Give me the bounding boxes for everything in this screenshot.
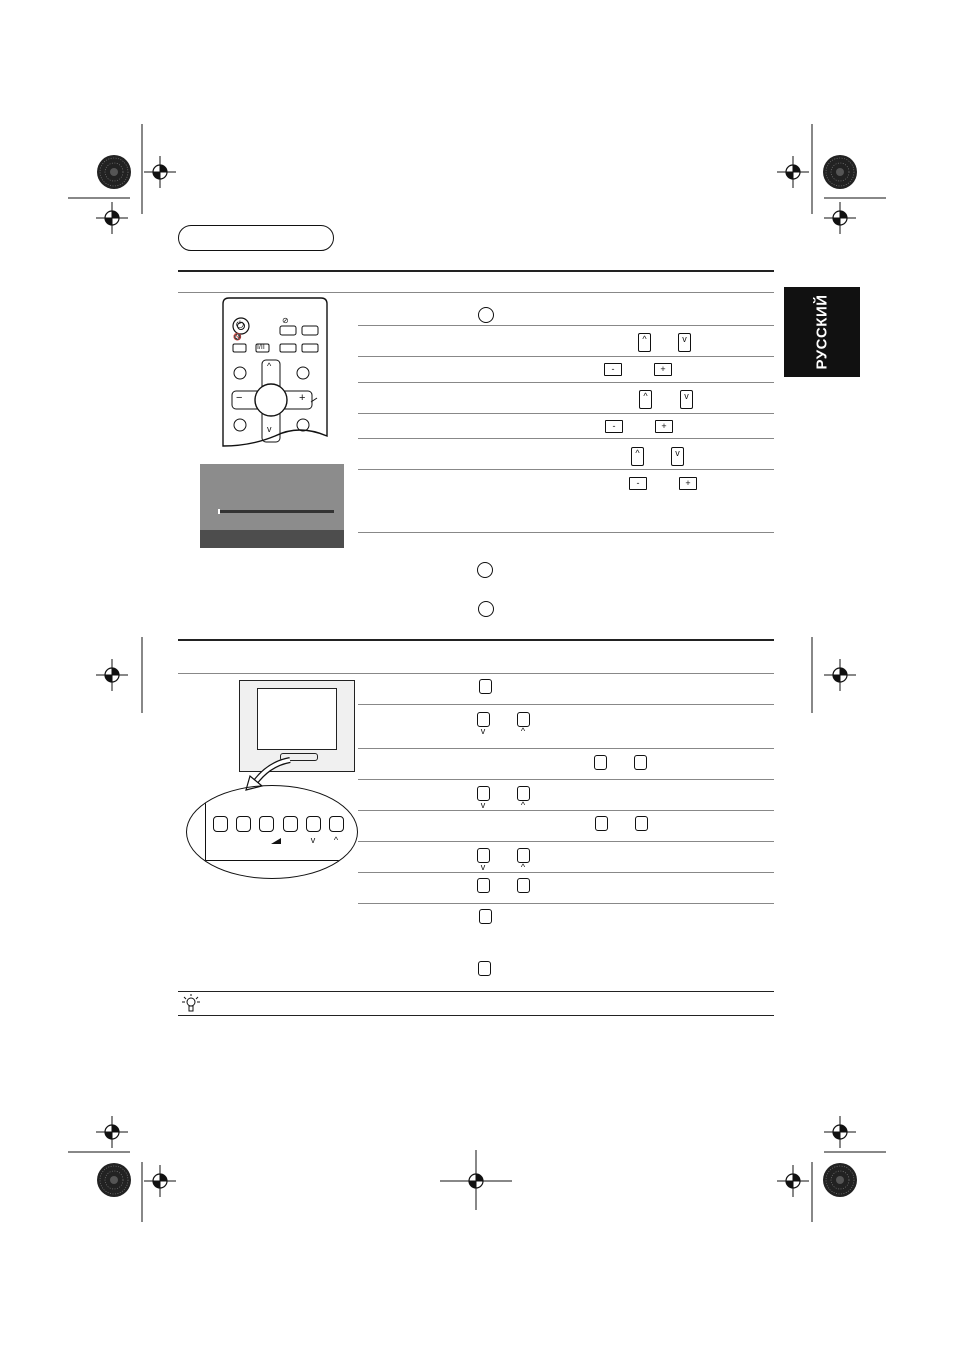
remote-control-illustration (219, 296, 331, 448)
panel-button (236, 816, 251, 832)
front-panel-bottom-edge (205, 860, 355, 861)
row-divider (358, 779, 774, 780)
minus-button-icon: - (629, 477, 647, 490)
panel-button-icon (477, 712, 490, 727)
down-caret: v (480, 726, 486, 736)
row-divider (358, 325, 774, 326)
section1-sub-rule (178, 292, 774, 293)
row-divider (358, 810, 774, 811)
registration-mark-icon (824, 1116, 856, 1148)
panel-button-icon (517, 786, 530, 801)
panel-button-icon (595, 816, 608, 831)
down-caret: v (480, 862, 486, 872)
registration-mark-icon (96, 202, 128, 234)
panel-button (259, 816, 274, 832)
section1-top-rule (178, 270, 774, 272)
registration-mark-icon (144, 1165, 176, 1197)
down-button-icon: v (671, 447, 684, 466)
registration-mark-icon (96, 1116, 128, 1148)
row-divider (358, 438, 774, 439)
plus-button-icon: + (679, 477, 697, 490)
osd-footer (200, 530, 344, 548)
panel-up-symbol: ^ (333, 835, 339, 845)
up-caret: ^ (520, 800, 526, 810)
row-divider (358, 356, 774, 357)
registration-mark-icon (777, 156, 809, 188)
panel-down-symbol: v (310, 835, 316, 845)
down-button-icon: v (678, 333, 691, 352)
registration-mark-icon (824, 202, 856, 234)
panel-button-icon (478, 961, 491, 976)
front-panel-zoom (186, 785, 358, 879)
row-divider (358, 748, 774, 749)
panel-button-icon (477, 878, 490, 893)
row-divider (358, 903, 774, 904)
up-button-icon: ^ (639, 390, 652, 409)
plus-button-icon: + (654, 363, 672, 376)
panel-button-icon (477, 786, 490, 801)
row-divider (358, 382, 774, 383)
remote-mute-symbol: 🔇 (233, 334, 242, 341)
down-caret: v (480, 800, 486, 810)
panel-button (329, 816, 344, 832)
up-button-icon: ^ (631, 447, 644, 466)
registration-mark-icon (777, 1165, 809, 1197)
panel-button-icon (477, 848, 490, 863)
remote-down-symbol: v (267, 424, 272, 434)
remote-plus-symbol: + (299, 392, 306, 404)
panel-button-icon (517, 878, 530, 893)
remote-up-symbol: ^ (267, 361, 272, 371)
starburst-icon (97, 155, 131, 189)
registration-mark-icon (460, 1165, 492, 1197)
minus-button-icon: - (605, 420, 623, 433)
registration-mark-icon (144, 156, 176, 188)
panel-button-icon (479, 679, 492, 694)
up-button-icon: ^ (638, 333, 651, 352)
round-button-icon (478, 601, 494, 617)
panel-button (283, 816, 298, 832)
remote-power-symbol: ⏻ (236, 320, 244, 331)
row-divider (358, 841, 774, 842)
minus-button-icon: - (604, 363, 622, 376)
tip-bottom-rule (178, 1015, 774, 1016)
registration-mark-icon (824, 659, 856, 691)
lightbulb-icon (180, 992, 202, 1016)
volume-wedge-icon (271, 838, 281, 844)
round-button-icon (477, 562, 493, 578)
remote-clock-symbol: ⊘ (282, 316, 289, 325)
round-button-icon (478, 307, 494, 323)
osd-screen-illustration (200, 464, 344, 548)
panel-button-icon (517, 712, 530, 727)
panel-button (306, 816, 321, 832)
starburst-icon (823, 155, 857, 189)
up-caret: ^ (520, 862, 526, 872)
up-caret: ^ (520, 726, 526, 736)
language-tab (784, 287, 860, 377)
plus-button-icon: + (655, 420, 673, 433)
row-divider (358, 413, 774, 414)
row-divider (358, 704, 774, 705)
remote-minus-symbol: − (236, 392, 243, 404)
language-tab-label: РУССКИЙ (813, 294, 831, 370)
starburst-icon (97, 1163, 131, 1197)
panel-button (213, 816, 228, 832)
section2-top-rule (178, 639, 774, 641)
panel-button-icon (635, 816, 648, 831)
osd-progress-bar (218, 510, 334, 513)
remote-l-button-label: I/II (257, 344, 265, 351)
registration-mark-icon (96, 659, 128, 691)
tip-top-rule (178, 991, 774, 992)
row-divider (358, 469, 774, 470)
row-divider (358, 532, 774, 533)
panel-button-icon (634, 755, 647, 770)
tv-screen (257, 688, 337, 750)
osd-progress-marker (218, 509, 220, 514)
panel-button-icon (594, 755, 607, 770)
panel-button-icon (517, 848, 530, 863)
down-button-icon: v (680, 390, 693, 409)
starburst-icon (823, 1163, 857, 1197)
section2-sub-rule (178, 673, 774, 674)
panel-button-icon (479, 909, 492, 924)
section-title-pill (178, 225, 334, 251)
row-divider (358, 872, 774, 873)
